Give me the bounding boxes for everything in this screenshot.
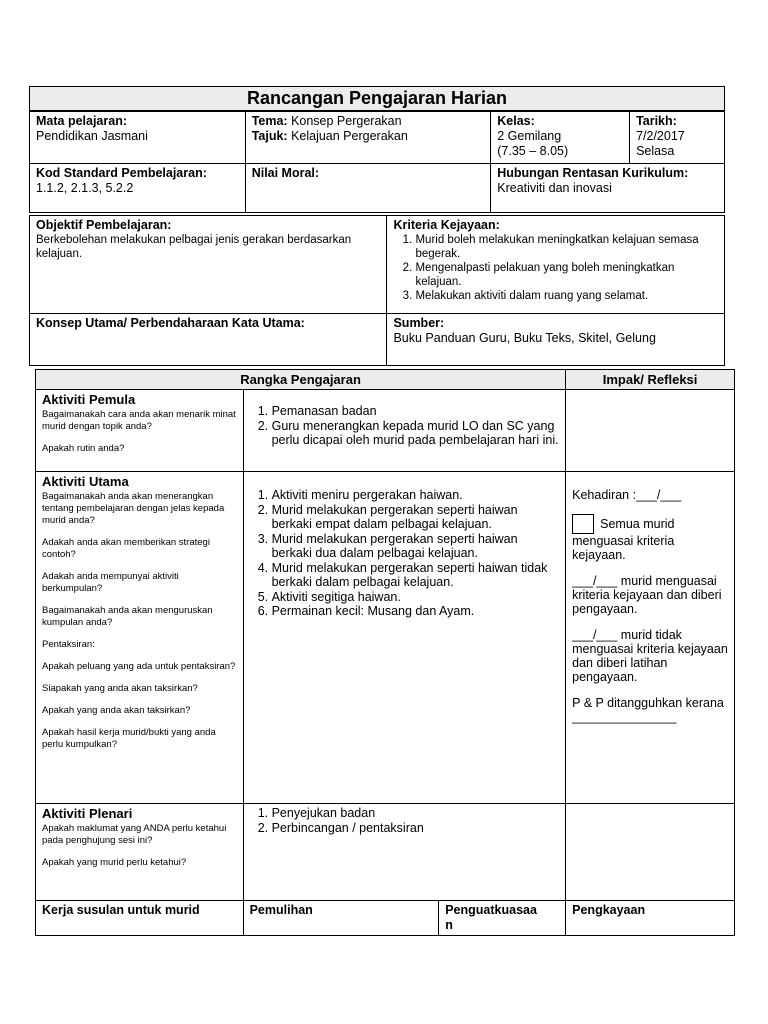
penguatkuasaan-label xyxy=(439,901,566,936)
utama-steps-cell xyxy=(243,472,566,804)
pemula-step: 2. Guru menerangkan kepada murid LO dan SC yang perlu dicapai oleh murid pada pembelajaran hari ini. xyxy=(272,419,560,448)
sumber-label: Sumber: xyxy=(393,316,445,330)
plenari-impak-cell xyxy=(566,804,735,901)
tema-cell xyxy=(245,112,491,164)
utama-prompt: Apakah hasil kerja murid/bukti yang anda perlu kumpulkan? xyxy=(42,727,216,750)
pemulihan-label: Pemulihan xyxy=(243,901,439,936)
kerja-susulan-label: Kerja susulan untuk murid xyxy=(36,901,244,936)
objektif-cell xyxy=(30,216,387,314)
utama-prompt: Bagaimanakah anda akan menguruskan kumpulan anda? xyxy=(42,605,213,628)
utama-impak-cell xyxy=(566,472,735,804)
rangka-header: Rangka Pengajaran xyxy=(36,370,566,390)
mata-cell xyxy=(30,112,246,164)
kelas-value: 2 Gemilang xyxy=(497,129,562,143)
hubungan-cell xyxy=(491,164,725,213)
pemula-prompt: Bagaimanakah cara anda akan menarik minat murid dengan topik anda? xyxy=(42,409,236,432)
plenari-steps-cell xyxy=(243,804,566,901)
utama-step: 6. Permainan kecil: Musang dan Ayam. xyxy=(272,604,560,619)
pemula-step: 1. Pemanasan badan xyxy=(272,404,560,419)
pp-text: P & P ditangguhkan kerana _______________ xyxy=(572,696,724,724)
utama-prompt: Siapakah yang anda akan taksirkan? xyxy=(42,683,198,694)
konsep-label: Konsep Utama/ Perbendaharaan Kata Utama: xyxy=(36,316,305,330)
pemula-steps xyxy=(250,404,560,448)
utama-step: 3. Murid melakukan pergerakan seperti haiwan berkaki dua dalam pelbagai kelajuan. xyxy=(272,532,560,561)
sumber-value: Buku Panduan Guru, Buku Teks, Skitel, Gelung xyxy=(393,331,656,345)
tema-label: Tema: xyxy=(251,114,288,128)
tarikh-label: Tarikh: xyxy=(636,114,677,128)
plenari-prompt-cell xyxy=(36,804,244,901)
plenari-step: 2. Perbincangan / pentaksiran xyxy=(272,821,560,836)
tajuk-value: Kelajuan Pergerakan xyxy=(291,129,408,143)
pemula-title: Aktiviti Pemula xyxy=(42,392,136,407)
utama-prompt: Apakah yang anda akan taksirkan? xyxy=(42,705,191,716)
mata-label: Mata pelajaran: xyxy=(36,114,128,128)
konsep-cell xyxy=(30,314,387,366)
plenari-step: 1. Penyejukan badan xyxy=(272,806,560,821)
penguatkuasaan-line1: Penguatkuasaa xyxy=(445,903,537,917)
hubungan-value: Kreativiti dan inovasi xyxy=(497,181,612,195)
plenari-title: Aktiviti Plenari xyxy=(42,806,133,821)
rangka-table xyxy=(35,369,735,936)
objektif-table xyxy=(29,215,725,366)
tarikh-day: Selasa xyxy=(636,144,675,158)
kriteria-cell xyxy=(387,216,725,314)
utama-step: 4. Murid melakukan pergerakan seperti haiwan tidak berkaki dalam pelbagai kelajuan. xyxy=(272,561,560,590)
utama-prompt: Adakah anda akan memberikan strategi contoh? xyxy=(42,537,210,560)
mata-value: Pendidikan Jasmani xyxy=(36,129,148,143)
kriteria-item: 3. Melakukan aktiviti dalam ruang yang selamat. xyxy=(415,289,718,303)
plenari-prompt: Apakah maklumat yang ANDA perlu ketahui pada penghujung sesi ini? xyxy=(42,823,227,846)
pemula-impak-cell xyxy=(566,390,735,472)
kriteria-list xyxy=(393,233,718,303)
impak-header: Impak/ Refleksi xyxy=(566,370,735,390)
kriteria-item: 2. Mengenalpasti pelakuan yang boleh meningkatkan kelajuan. xyxy=(415,261,718,289)
info-table xyxy=(29,111,725,213)
penguatkuasaan-line2: n xyxy=(445,918,453,932)
utama-prompt: Adakah anda mempunyai aktiviti berkumpulan? xyxy=(42,571,179,594)
kelas-label: Kelas: xyxy=(497,114,535,128)
plenari-prompt: Apakah yang murid perlu ketahui? xyxy=(42,857,187,868)
nilai-label: Nilai Moral: xyxy=(251,166,320,180)
kod-label: Kod Standard Pembelajaran: xyxy=(36,166,207,180)
utama-prompt-cell xyxy=(36,472,244,804)
objektif-text: Berkebolehan melakukan pelbagai jenis gerakan berdasarkan kelajuan. xyxy=(36,234,352,260)
utama-prompt: Bagaimanakah anda akan menerangkan tentang pembelajaran dengan jelas kepada murid anda? xyxy=(42,491,225,526)
kriteria-item: 1. Murid boleh melakukan meningkatkan kelajuan semasa begerak. xyxy=(415,233,718,261)
utama-title: Aktiviti Utama xyxy=(42,474,129,489)
tarikh-cell xyxy=(630,112,725,164)
utama-steps xyxy=(250,488,560,619)
nilai-cell xyxy=(245,164,491,213)
pemula-prompt: Apakah rutin anda? xyxy=(42,443,125,454)
utama-step: 2. Murid melakukan pergerakan seperti haiwan berkaki empat dalam pelbagai kelajuan. xyxy=(272,503,560,532)
tidak-text: ___/___ murid tidak menguasai kriteria kejayaan dan diberi latihan pengayaan. xyxy=(572,628,728,684)
menguasai-text: ___/___ murid menguasai kriteria kejayaan dan diberi pengayaan. xyxy=(572,574,722,616)
utama-prompt: Pentaksiran: xyxy=(42,639,95,650)
utama-prompt: Apakah peluang yang ada untuk pentaksiran? xyxy=(42,661,236,672)
tema-value: Konsep Pergerakan xyxy=(291,114,402,128)
utama-step: 1. Aktiviti meniru pergerakan haiwan. xyxy=(272,488,560,503)
kriteria-label: Kriteria Kejayaan: xyxy=(393,218,500,232)
pemula-prompt-cell xyxy=(36,390,244,472)
kehadiran-text: Kehadiran :___/___ xyxy=(572,488,682,502)
kod-value: 1.1.2, 2.1.3, 5.2.2 xyxy=(36,181,134,195)
kelas-cell xyxy=(491,112,630,164)
hubungan-label: Hubungan Rentasan Kurikulum: xyxy=(497,166,689,180)
sumber-cell xyxy=(387,314,725,366)
utama-step: 5. Aktiviti segitiga haiwan. xyxy=(272,590,560,605)
kelas-time: (7.35 – 8.05) xyxy=(497,144,569,158)
kod-cell xyxy=(30,164,246,213)
pemula-steps-cell xyxy=(243,390,566,472)
plenari-steps xyxy=(250,806,560,835)
tajuk-label: Tajuk: xyxy=(251,129,288,143)
tarikh-date: 7/2/2017 xyxy=(636,129,685,143)
semua-checkbox[interactable] xyxy=(572,514,594,534)
semua-text: Semua murid menguasai kriteria kejayaan. xyxy=(572,517,675,562)
pengkayaan-label: Pengkayaan xyxy=(566,901,735,936)
objektif-label: Objektif Pembelajaran: xyxy=(36,218,172,232)
page-title: Rancangan Pengajaran Harian xyxy=(29,86,725,111)
